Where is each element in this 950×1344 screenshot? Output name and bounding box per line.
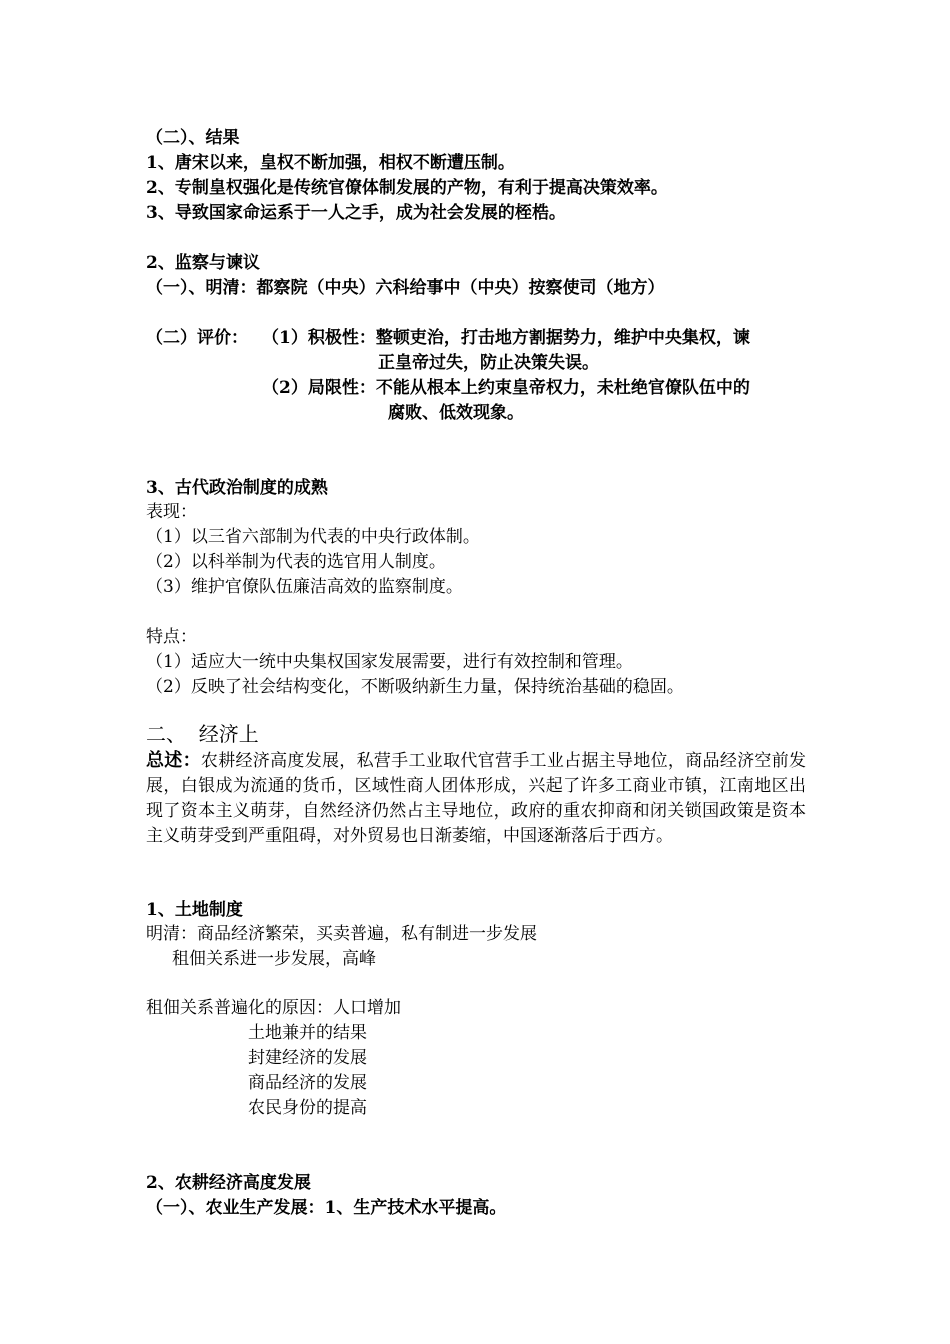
evaluation-positive-line-2: 正皇帝过失，防止决策失误。 — [378, 353, 599, 373]
maturity-heading: 3、古代政治制度的成熟 — [146, 478, 328, 498]
performance-item-3: （3）维护官僚队伍廉洁高效的监察制度。 — [146, 577, 463, 597]
agriculture-item-1: （一）、农业生产发展：1、生产技术水平提高。 — [146, 1198, 507, 1218]
economy-heading: 二、 经济上 — [146, 722, 259, 746]
supervision-heading: 2、监察与谏议 — [146, 253, 260, 273]
evaluation-negative-line-2: 腐败、低效现象。 — [388, 403, 524, 423]
tenancy-reason-2: 土地兼并的结果 — [248, 1023, 367, 1043]
tenancy-reason-label: 租佃关系普遍化的原因：人口增加 — [146, 998, 401, 1018]
features-label: 特点： — [146, 627, 197, 647]
land-heading: 1、土地制度 — [146, 900, 243, 920]
supervision-ming-qing: （一）、明清：都察院（中央）六科给事中（中央）按察使司（地方） — [146, 278, 665, 298]
result-heading: （二）、结果 — [146, 128, 240, 148]
result-item-1: 1、唐宋以来，皇权不断加强，相权不断遭压制。 — [146, 153, 515, 173]
evaluation-label: （二）评价： — [146, 328, 248, 348]
economy-summary — [146, 748, 806, 849]
result-item-3: 3、导致国家命运系于一人之手，成为社会发展的桎梏。 — [146, 203, 566, 223]
evaluation-positive-line-1: （1）积极性：整顿吏治，打击地方割据势力，维护中央集权，谏 — [262, 328, 750, 348]
tenancy-reason-5: 农民身份的提高 — [248, 1098, 367, 1118]
features-item-2: （2）反映了社会结构变化，不断吸纳新生力量，保持统治基础的稳固。 — [146, 677, 684, 697]
evaluation-negative-line-1: （2）局限性：不能从根本上约束皇帝权力，未杜绝官僚队伍中的 — [262, 378, 750, 398]
land-ming-qing-line-1: 明清：商品经济繁荣，买卖普遍，私有制进一步发展 — [146, 924, 537, 944]
farming-heading: 2、农耕经济高度发展 — [146, 1173, 311, 1193]
land-ming-qing-line-2: 租佃关系进一步发展，高峰 — [172, 949, 376, 969]
features-item-1: （1）适应大一统中央集权国家发展需要，进行有效控制和管理。 — [146, 652, 633, 672]
summary-lead: 总述： — [146, 750, 201, 771]
performance-item-2: （2）以科举制为代表的选官用人制度。 — [146, 552, 446, 572]
tenancy-reason-3: 封建经济的发展 — [248, 1048, 367, 1068]
performance-item-1: （1）以三省六部制为代表的中央行政体制。 — [146, 527, 480, 547]
result-item-2: 2、专制皇权强化是传统官僚体制发展的产物，有利于提高决策效率。 — [146, 178, 668, 198]
tenancy-reason-4: 商品经济的发展 — [248, 1073, 367, 1093]
performance-label: 表现： — [146, 502, 197, 522]
summary-body: 农耕经济高度发展，私营手工业取代官营手工业占据主导地位，商品经济空前发展，白银成为流通的货币，区域性商人团体形成，兴起了许多工商业市镇，江南地区出现了资本主义萌芽，自然经济仍然占主导地位，政府的重农抑商和闭关锁国政策是资本主义萌芽受到严重阻碍，对外贸易也日渐萎缩，中国逐渐落后于西方。 — [146, 751, 807, 846]
